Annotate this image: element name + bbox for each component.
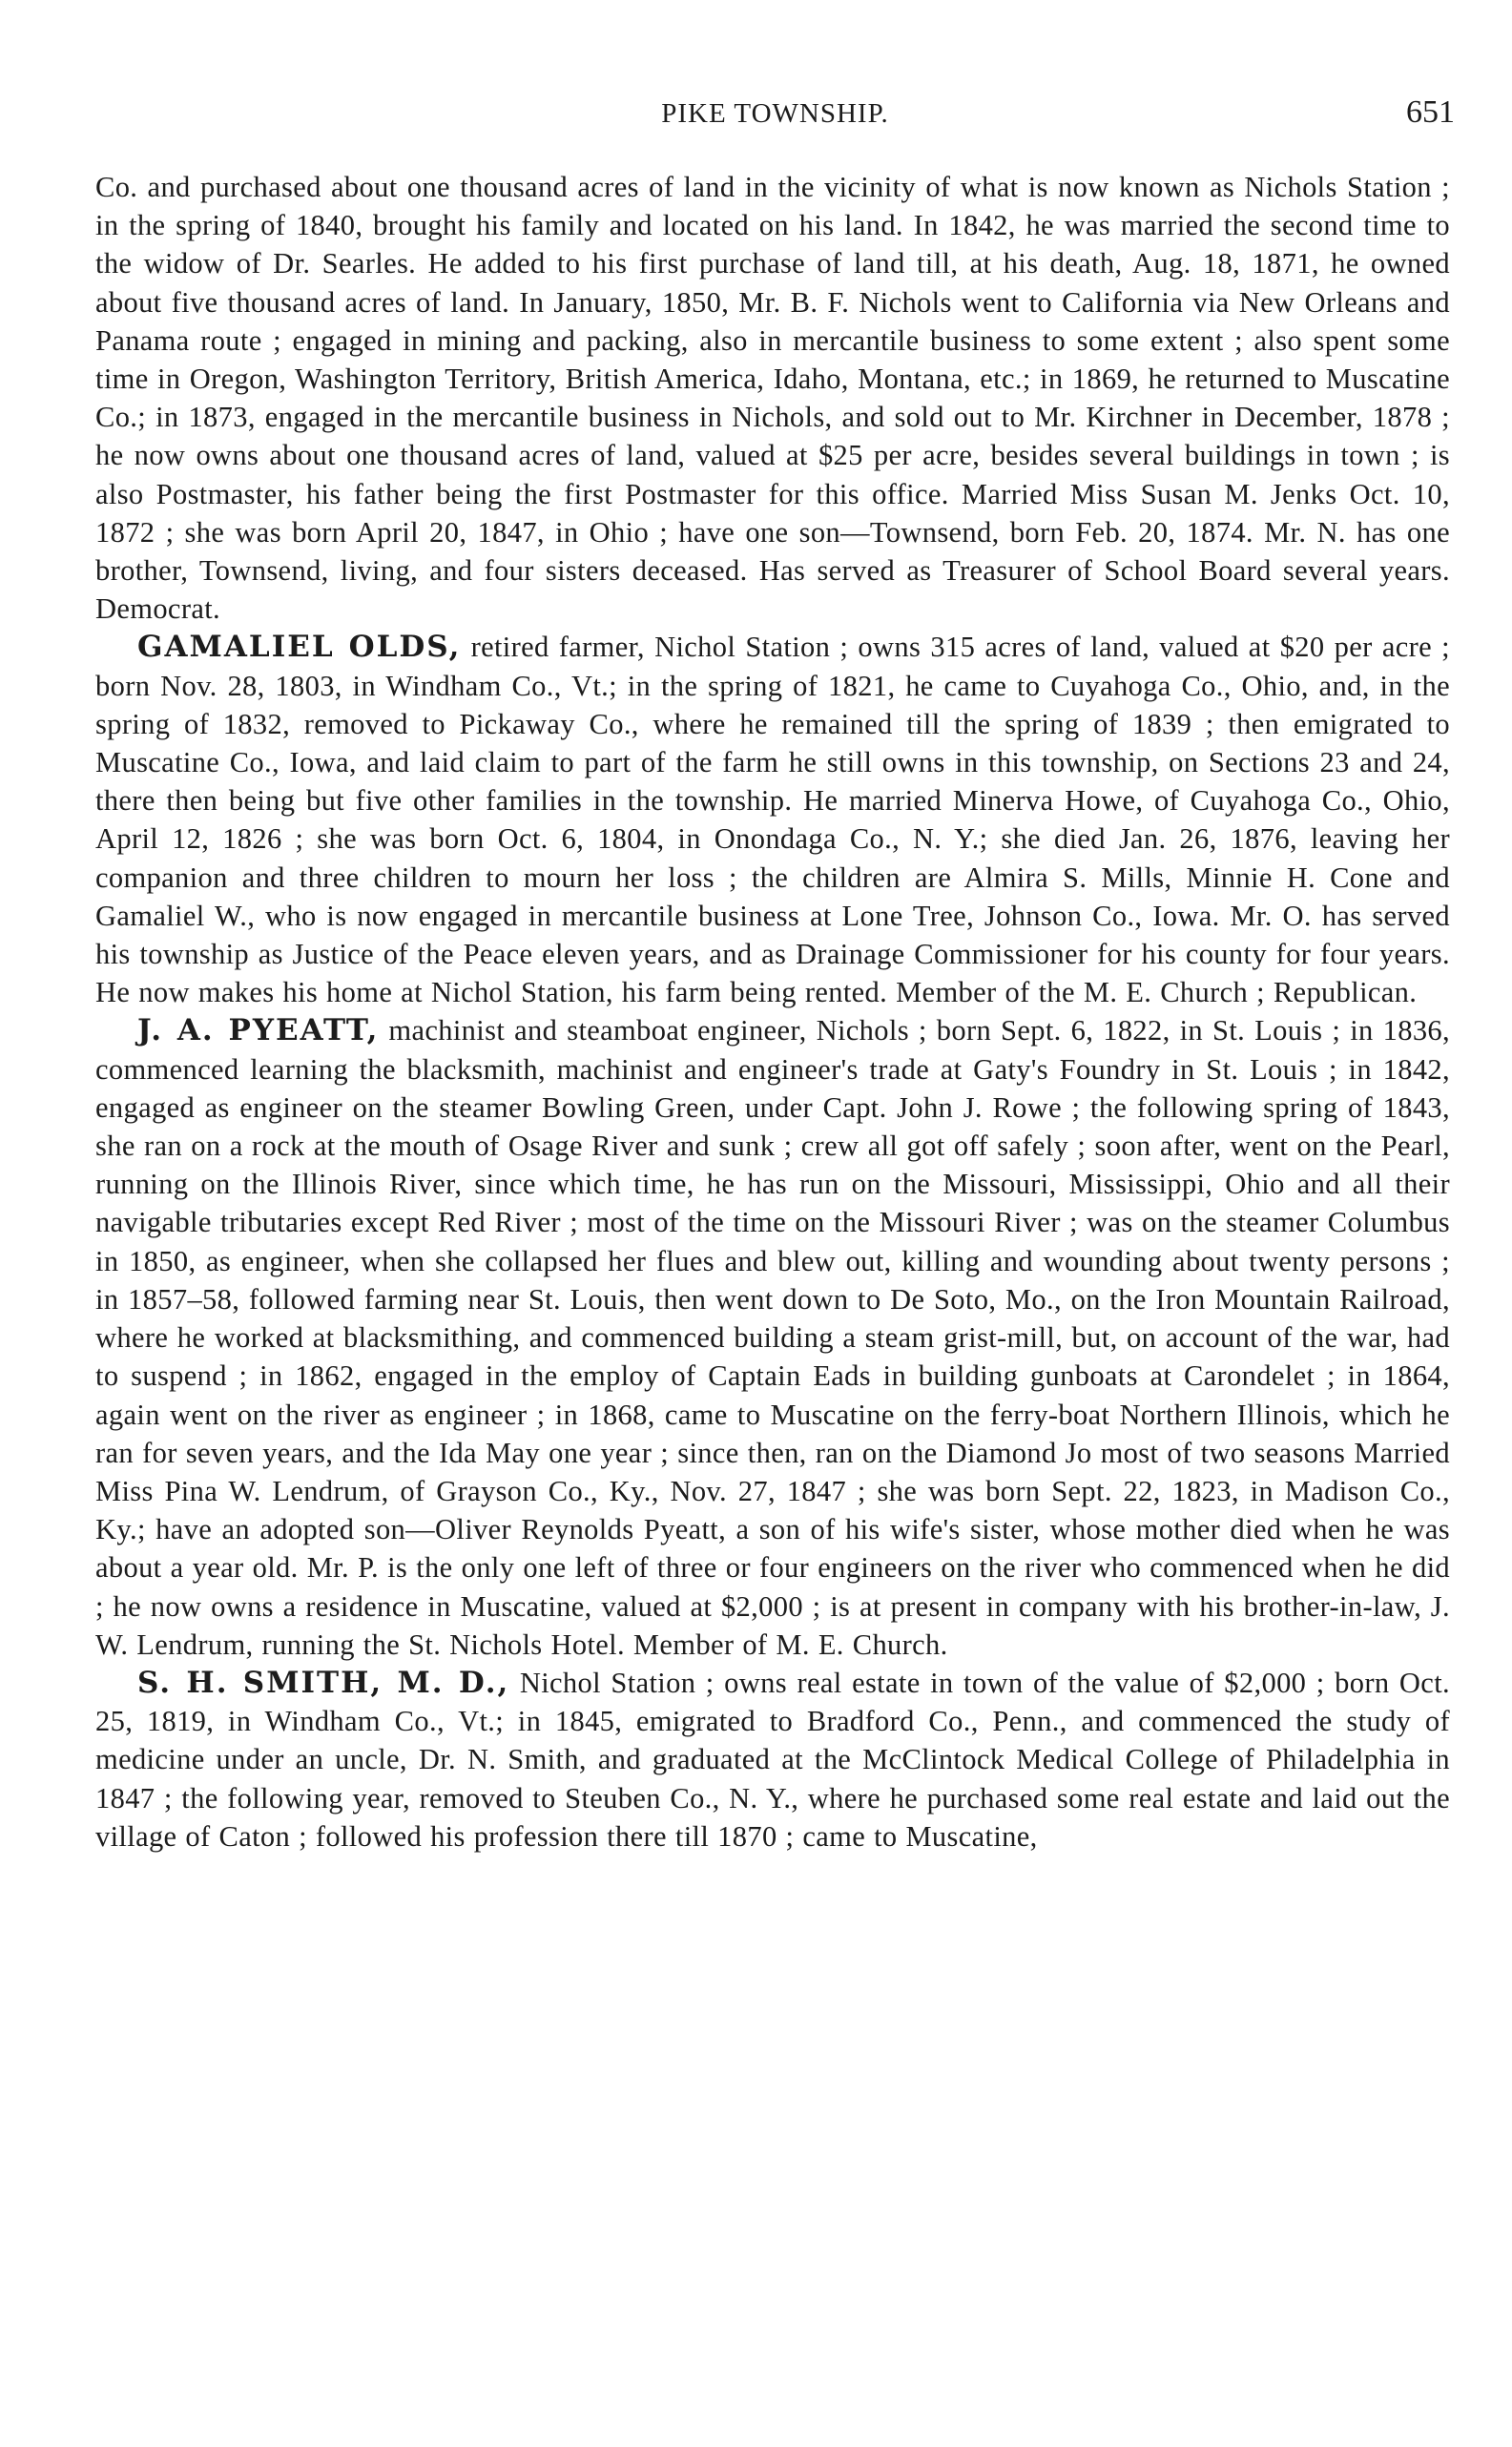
biography-entry-olds (95, 628, 1450, 1011)
page-number: 651 (1406, 94, 1455, 130)
entry-name: GAMALIEL OLDS, (137, 630, 462, 665)
body-text (95, 168, 1450, 1856)
biography-entry-smith (95, 1664, 1450, 1856)
running-head: PIKE TOWNSHIP. (661, 98, 889, 129)
entry-text: machinist and steamboat engineer, Nichols ; born Sept. 6, 1822, in St. Louis ; in 1836, commenced learning the blacksmith, machinist and engineer's trade at Gaty's Foundry in St. Louis ; in 1842, engaged as engineer on the steamer Bowling Green, under Capt. John J. Rowe ; the following spring of 1843, she ran on a rock at the mouth of Osage River and sunk ; crew all got off safely ; soon after, went on the Pearl, running on the Illinois River, since which time, he has run on the Missouri, Mississippi, Ohio and all their navigable tributaries except Red River ; most of the time on the Missouri River ; was on the steamer Columbus in 1850, as engineer, when she collapsed her flues and blew out, killing and wounding about twenty persons ; in 1857–58, followed farming near St. Louis, then went down to De Soto, Mo., on the Iron Mountain Railroad, where he worked at blacksmithing, and commenced building a steam grist-mill, but, on account of the war, had to suspend ; in 1862, engaged in the employ of Captain Eads in building gunboats at Carondelet ; in 1864, again went on the river as engineer ; in 1868, came to Muscatine on the ferry-boat Northern Illinois, which he ran for seven years, and the Ida May one year ; since then, ran on the Diamond Jo most of two seasons Married Miss Pina W. Lendrum, of Grayson Co., Ky., Nov. 27, 1847 ; she was born Sept. 22, 1823, in Madison Co., Ky.; have an adopted son—Oliver Reynolds Pyeatt, a son of his wife's sister, whose mother died when he was about a year old. Mr. P. is the only one left of three or four engineers on the river who commenced when he did ; he now owns a residence in Muscatine, valued at $2,000 ; is at present in company with his brother-in-law, J. W. Lendrum, running the St. Nichols Hotel. Member of M. E. Church. (95, 1014, 1451, 1661)
paragraph-nichols-continued (95, 168, 1450, 628)
page-header (95, 91, 1455, 138)
paragraph-text: Co. and purchased about one thousand acres of land in the vicinity of what is now known as Nichols Station ; in the spring of 1840, brought his family and located on his land. In 1842, he was married the second time to the widow of Dr. Searles. He added to his first purchase of land till, at his death, Aug. 18, 1871, he owned about five thousand acres of land. In January, 1850, Mr. B. F. Nichols went to California via New Orleans and Panama route ; engaged in mining and packing, also in mercantile business to some extent ; also spent some time in Oregon, Washington Territory, British America, Idaho, Montana, etc.; in 1869, he returned to Muscatine Co.; in 1873, engaged in the mercantile business in Nichols, and sold out to Mr. Kirchner in December, 1878 ; he now owns about one thousand acres of land, valued at $25 per acre, besides several buildings in town ; is also Postmaster, his father being the first Postmaster for this office. Married Miss Susan M. Jenks Oct. 10, 1872 ; she was born April 20, 1847, in Ohio ; have one son—Townsend, born Feb. 20, 1874. Mr. N. has one brother, Townsend, living, and four sisters deceased. Has served as Treasurer of School Board several years. Democrat. (95, 171, 1450, 626)
entry-name: S. H. SMITH, M. D., (137, 1665, 510, 1700)
entry-name: J. A. PYEATT, (137, 1013, 380, 1048)
biography-entry-pyeatt (95, 1011, 1450, 1663)
entry-text: Nichol Station ; owns real estate in town of the value of $2,000 ; born Oct. 25, 1819, in Windham Co., Vt.; in 1845, emigrated to Bradford Co., Penn., and commenced the study of medicine under an uncle, Dr. N. Smith, and graduated at the McClintock Medical College of Philadelphia in 1847 ; the following year, removed to Steuben Co., N. Y., where he purchased some real estate and laid out the village of Caton ; followed his profession there till 1870 ; came to Muscatine, (95, 1666, 1450, 1853)
entry-text: retired farmer, Nichol Station ; owns 315 acres of land, valued at $20 per acre ; born Nov. 28, 1803, in Windham Co., Vt.; in the spring of 1821, he came to Cuyahoga Co., Ohio, and, in the spring of 1832, removed to Pickaway Co., where he remained till the spring of 1839 ; then emigrated to Muscatine Co., Iowa, and laid claim to part of the farm he still owns in this township, on Sections 23 and 24, there then being but five other families in the township. He married Minerva Howe, of Cuyahoga Co., Ohio, April 12, 1826 ; she was born Oct. 6, 1804, in Onondaga Co., N. Y.; she died Jan. 26, 1876, leaving her companion and three children to mourn her loss ; the children are Almira S. Mills, Minnie H. Cone and Gamaliel W., who is now engaged in mercantile business at Lone Tree, Johnson Co., Iowa. Mr. O. has served his township as Justice of the Peace eleven years, and as Drainage Commissioner for his county for four years. He now makes his home at Nichol Station, his farm being rented. Member of the M. E. Church ; Republican. (95, 631, 1451, 1009)
